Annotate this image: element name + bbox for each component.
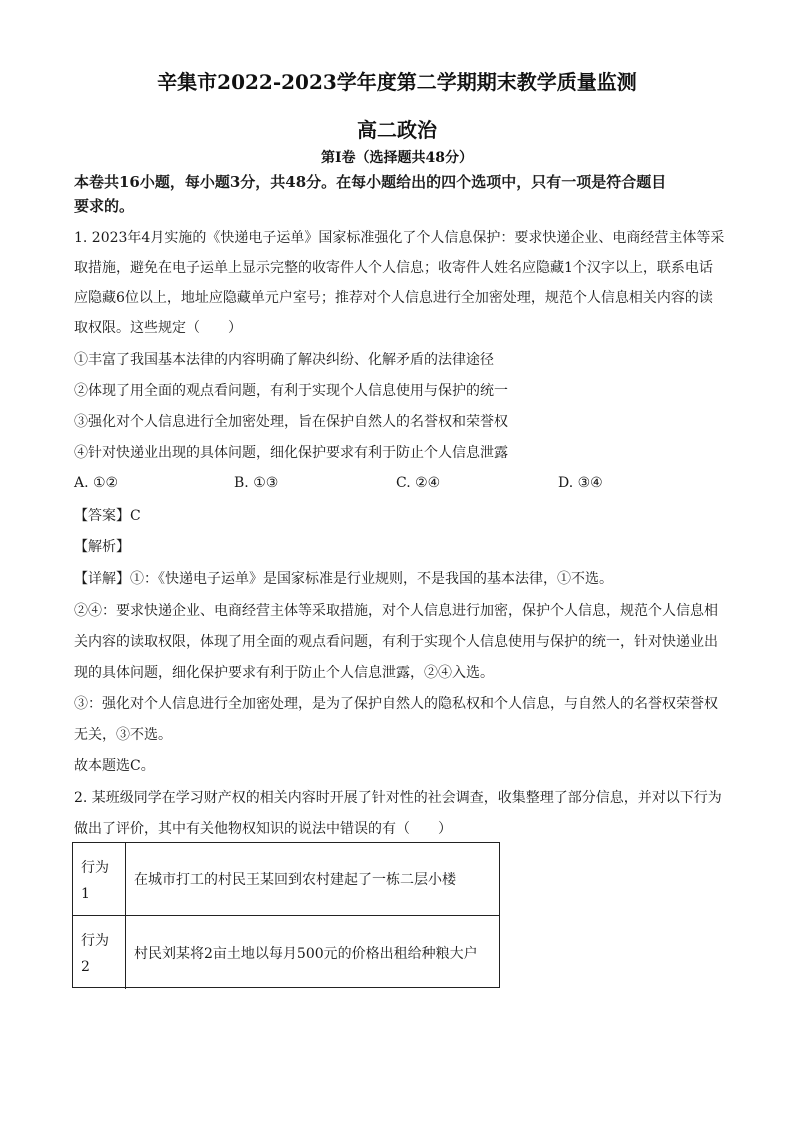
q1-detail-line: 现的具体问题，细化保护要求有利于防止个人信息泄露，②④入选。	[74, 665, 494, 681]
q1-option-b: B. ①③	[234, 475, 279, 491]
q1-detail-line: ③：强化对个人信息进行全加密处理，是为了保护自然人的隐私权和个人信息，与自然人的名誉权荣誉权	[74, 696, 718, 712]
q1-option-a: A. ①②	[74, 475, 119, 491]
instructions-line-1: 本卷共16小题，每小题3分，共48分。在每小题给出的四个选项中，只有一项是符合题目	[74, 173, 667, 191]
q1-answer: 【答案】C	[74, 508, 141, 524]
behavior-table	[72, 842, 500, 988]
row-header-number: 1	[81, 886, 90, 902]
q1-statement: ②体现了用全面的观点看问题，有利于实现个人信息使用与保护的统一	[74, 383, 508, 399]
row-header-label: 行为	[81, 933, 109, 949]
q1-detail-line: 关内容的读取权限，体现了用全面的观点看问题，有利于实现个人信息使用与保护的统一，针对快递业出	[74, 634, 718, 650]
q1-statement: ①丰富了我国基本法律的内容明确了解决纠纷、化解矛盾的法律途径	[74, 352, 494, 368]
subject-title: 高二政治	[357, 118, 437, 142]
table-row	[73, 843, 499, 916]
q1-stem-line: 1. 2023年4月实施的《快递电子运单》国家标准强化了个人信息保护：要求快递企业、电商经营主体等采	[74, 230, 725, 246]
q1-option-c: C. ②④	[396, 475, 441, 491]
q1-statement: ④针对快递业出现的具体问题，细化保护要求有利于防止个人信息泄露	[74, 445, 508, 461]
row-header-label: 行为	[81, 860, 109, 876]
exam-title: 辛集市2022-2023学年度第二学期期末教学质量监测	[157, 70, 637, 94]
q1-detail-line: 【详解】①：《快递电子运单》是国家标准是行业规则，不是我国的基本法律，①不选。	[74, 571, 613, 587]
table-cell: 村民刘某将2亩土地以每月500元的价格出租给种粮大户	[134, 945, 478, 962]
table-row-header	[73, 916, 126, 989]
q1-stem-line: 取措施，避免在电子运单上显示完整的收寄件人个人信息；收寄件人姓名应隐藏1个汉字以上，联系电话	[74, 260, 713, 276]
table-row	[73, 916, 499, 989]
q2-stem-line: 做出了评价，其中有关他物权知识的说法中错误的有（ ）	[74, 821, 452, 837]
q2-stem-line: 2. 某班级同学在学习财产权的相关内容时开展了针对性的社会调查，收集整理了部分信息，并对以下行为	[74, 790, 722, 806]
q1-stem-line: 取权限。这些规定（ ）	[74, 320, 242, 336]
instructions-line-2: 要求的。	[74, 197, 135, 215]
q1-stem-line: 应隐藏6位以上，地址应隐藏单元户室号；推荐对个人信息进行全加密处理，规范个人信息相关内容的读	[74, 290, 713, 306]
q1-analysis-label: 【解析】	[74, 539, 130, 555]
q1-statement: ③强化对个人信息进行全加密处理，旨在保护自然人的名誉权和荣誉权	[74, 414, 508, 430]
q1-detail-line: 故本题选C。	[74, 758, 155, 774]
table-cell: 在城市打工的村民王某回到农村建起了一栋二层小楼	[134, 872, 456, 888]
row-header-number: 2	[81, 959, 90, 975]
q1-detail-line: ②④：要求快递企业、电商经营主体等采取措施，对个人信息进行加密，保护个人信息，规范个人信息相	[74, 603, 718, 619]
table-row-header	[73, 843, 126, 915]
q1-detail-line: 无关，③不选。	[74, 727, 172, 743]
q1-option-d: D. ③④	[558, 475, 603, 491]
section-title: 第I卷（选择题共48分）	[320, 150, 474, 166]
